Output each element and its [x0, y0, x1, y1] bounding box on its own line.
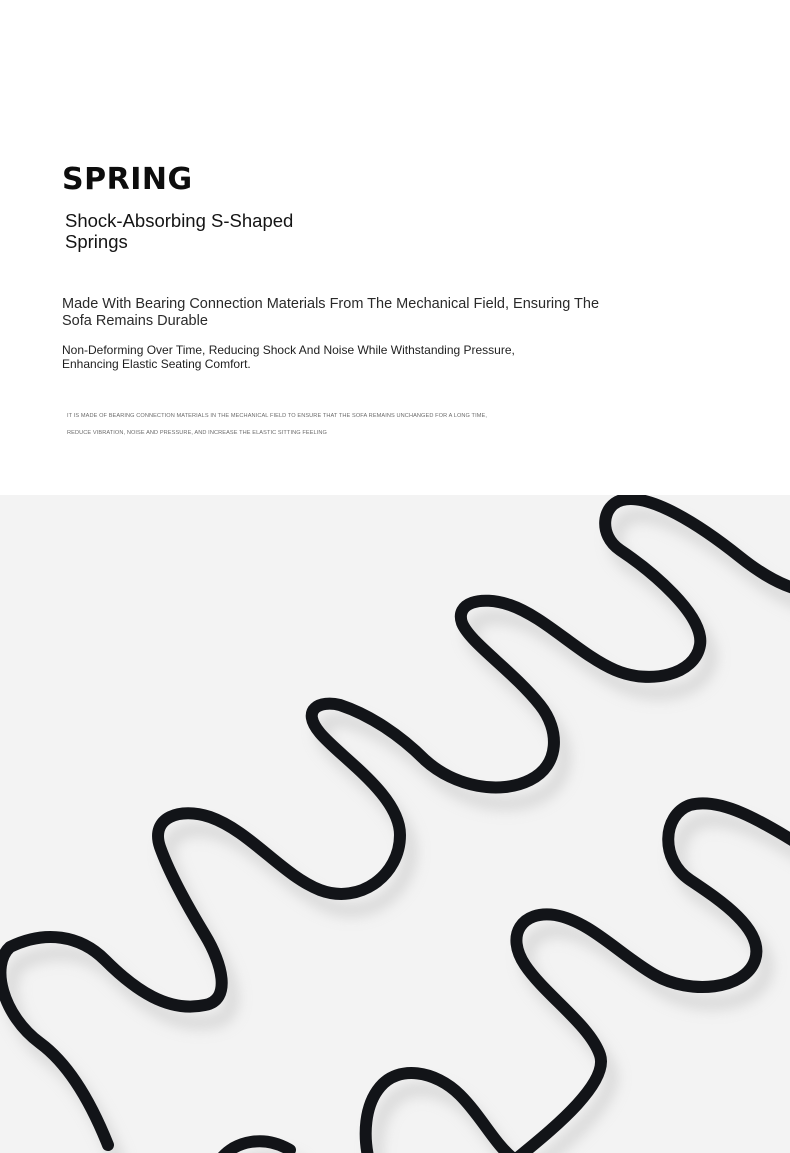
- feature-subtitle: Shock-Absorbing S-Shaped Springs: [65, 210, 294, 252]
- spring-feature-text: [0, 0, 790, 495]
- lower-spring: [220, 803, 790, 1153]
- lower-spring-wire: [220, 803, 790, 1153]
- s-shaped-spring-illustration: [0, 495, 790, 1153]
- feature-lead: Made With Bearing Connection Materials From The Mechanical Field, Ensuring The Sofa Remains Durable: [62, 296, 600, 329]
- spring-product-image: [0, 495, 790, 1153]
- feature-title: SPRING: [62, 162, 193, 197]
- feature-fine-print: IT IS MADE OF BEARING CONNECTION MATERIALS IN THE MECHANICAL FIELD TO ENSURE THAT THE SOFA REMAINS UNCHANGED FOR A LONG TIME, REDUCE VIBRATION, NOISE AND PRESSURE, AND INCREASE THE ELASTIC SITTING FEELING: [67, 413, 487, 436]
- feature-body: Non-Deforming Over Time, Reducing Shock And Noise While Withstanding Pressure, Enhancing Elastic Seating Comfort.: [62, 343, 515, 371]
